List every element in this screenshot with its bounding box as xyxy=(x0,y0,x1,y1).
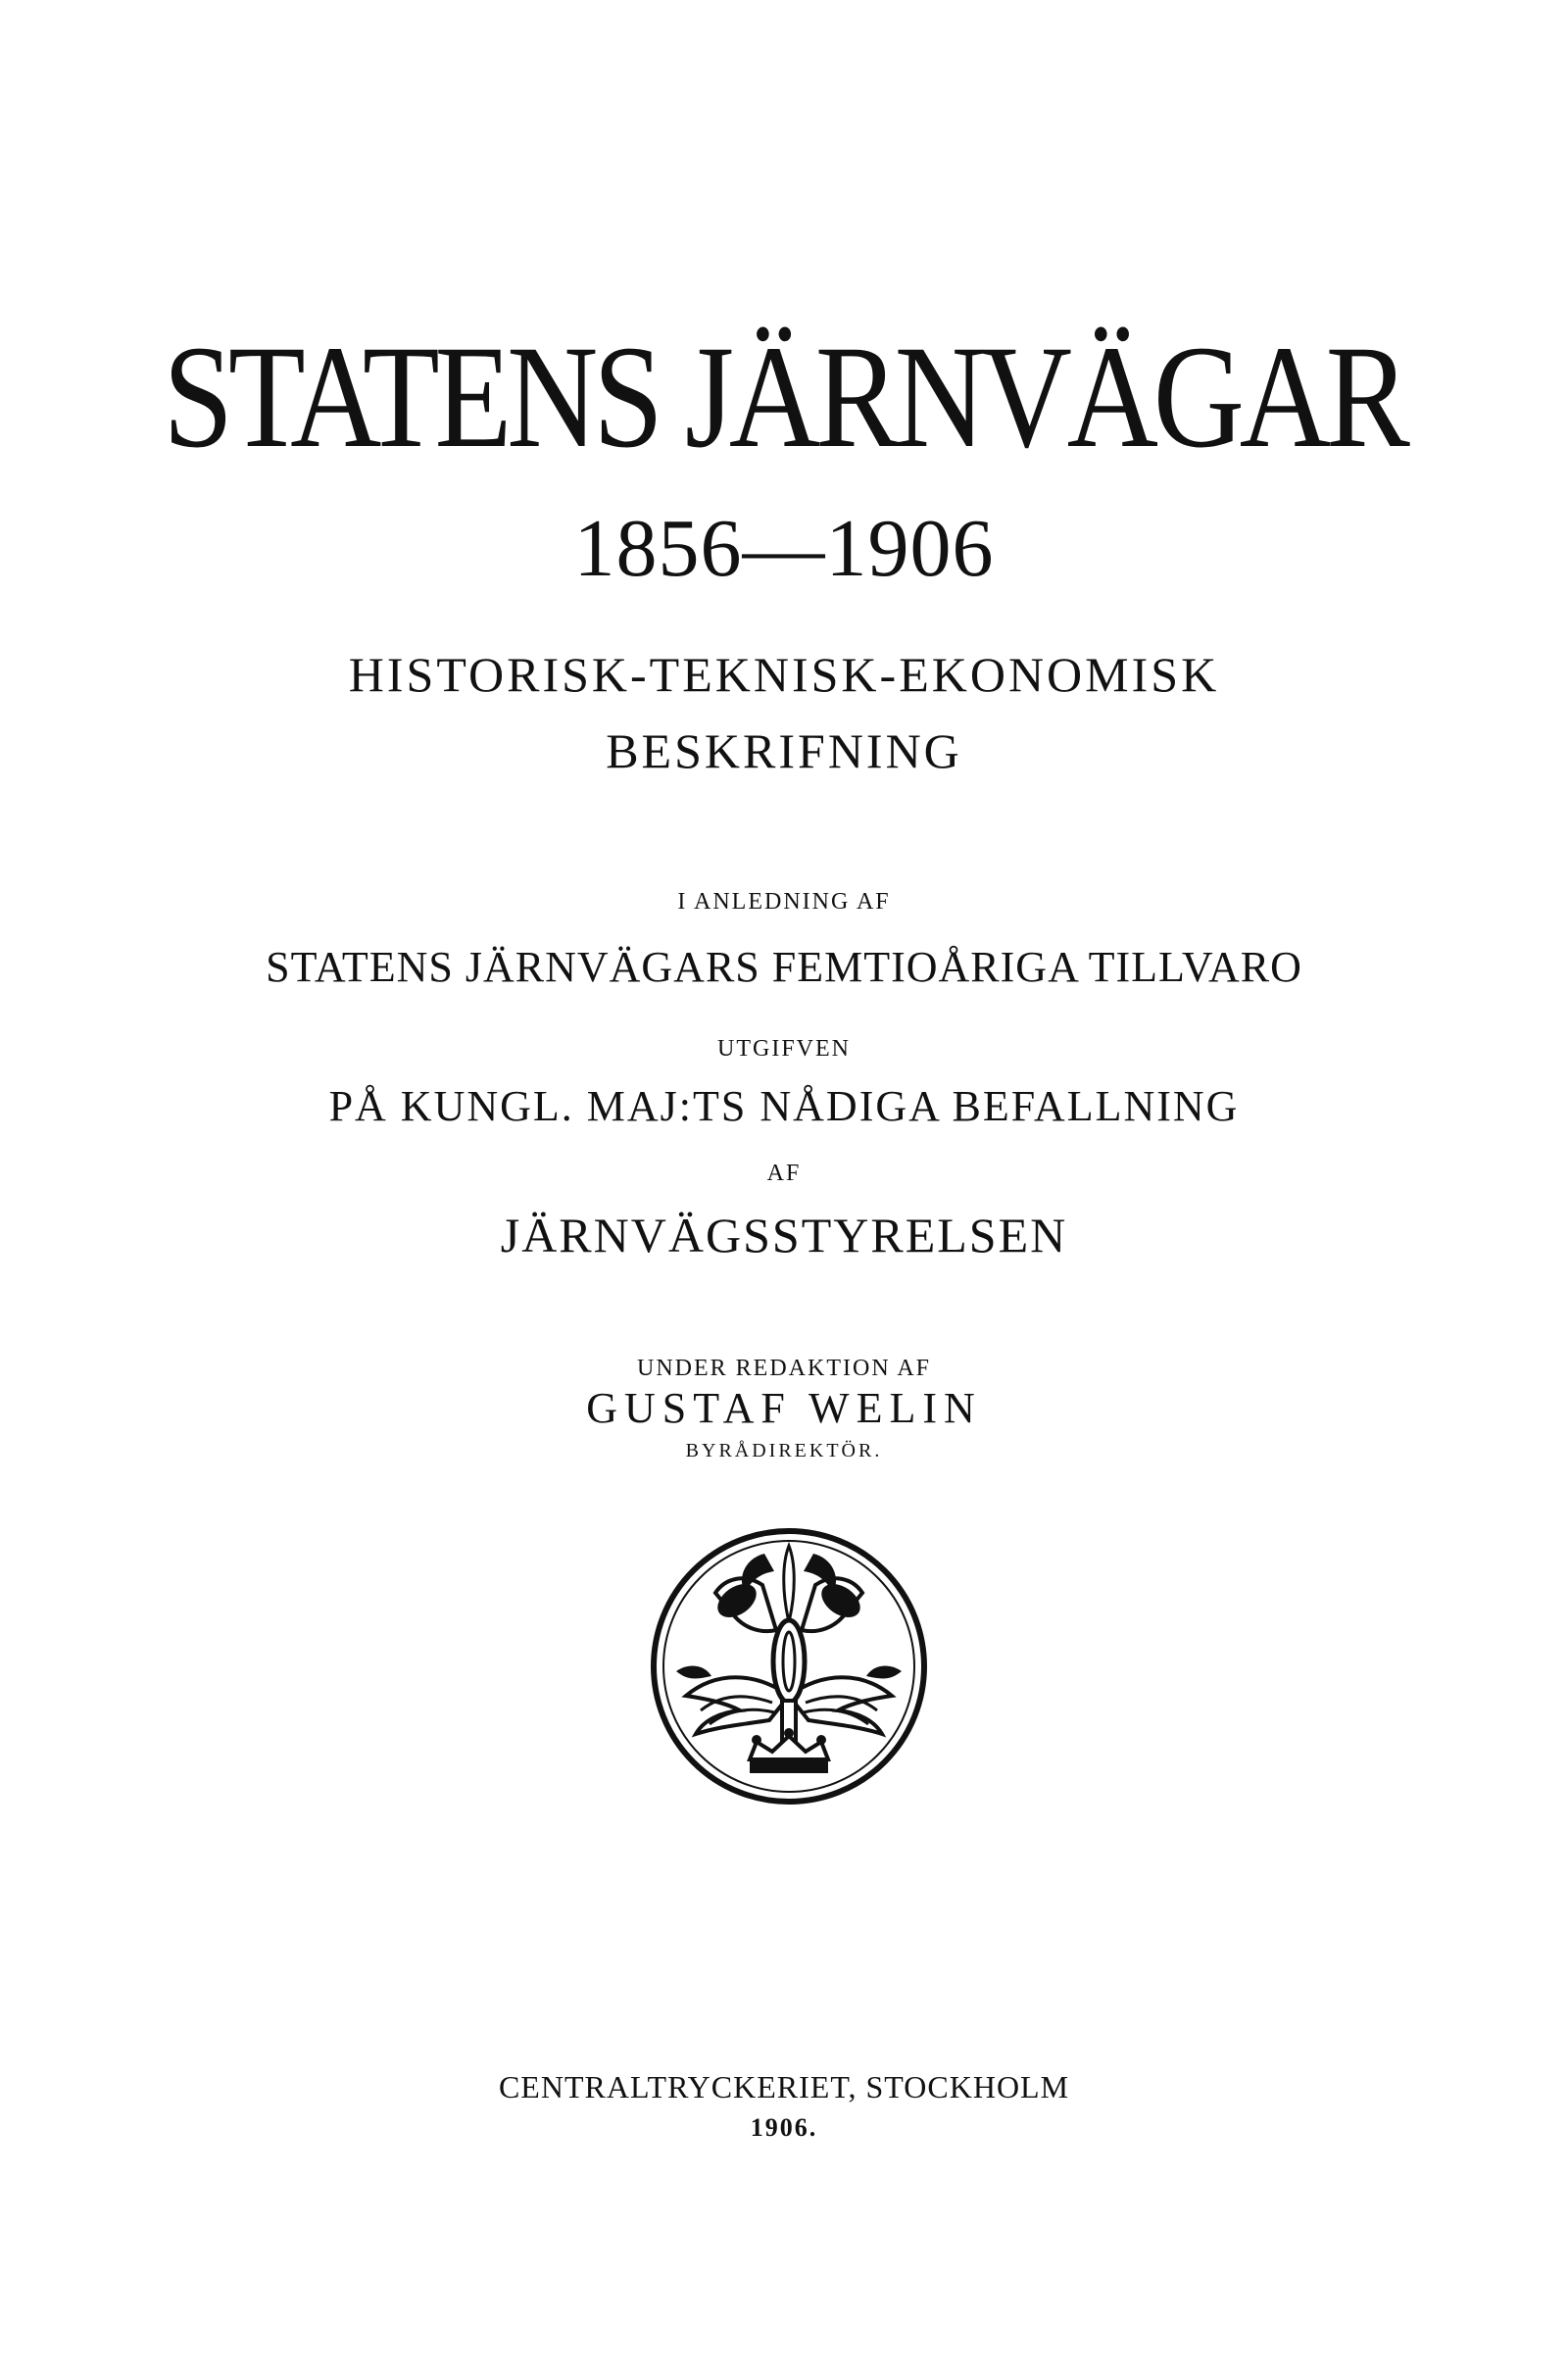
subtitle-line-1: HISTORISK-TEKNISK-EKONOMISK xyxy=(348,647,1220,702)
railway-emblem-icon xyxy=(647,1524,931,1808)
printer-imprint: CENTRALTRYCKERIET, STOCKHOLM xyxy=(498,2069,1070,2104)
authority-text: PÅ KUNGL. MAJ:TS NÅDIGA BEFALLNING xyxy=(328,1082,1240,1130)
main-title: STATENS JÄRNVÄGAR xyxy=(163,316,1405,478)
years-range: 1856—1906 xyxy=(573,503,995,594)
publication-year: 1906. xyxy=(750,2113,818,2142)
editor-title: BYRÅDIREKTÖR. xyxy=(685,1440,883,1461)
subtitle-line-2: BESKRIFNING xyxy=(606,723,962,778)
editorial-note: UNDER REDAKTION AF xyxy=(637,1356,931,1381)
published-text: UTGIFVEN xyxy=(717,1036,851,1062)
editor-name: GUSTAF WELIN xyxy=(586,1384,982,1432)
by-text: AF xyxy=(766,1161,802,1186)
occasion-text: I ANLEDNING AF xyxy=(677,889,891,915)
emblem-graphic xyxy=(647,1524,931,1808)
purpose-text: STATENS JÄRNVÄGARS FEMTIOÅRIGA TILLVARO xyxy=(266,943,1302,991)
publisher-name: JÄRNVÄGSSTYRELSEN xyxy=(500,1208,1068,1262)
